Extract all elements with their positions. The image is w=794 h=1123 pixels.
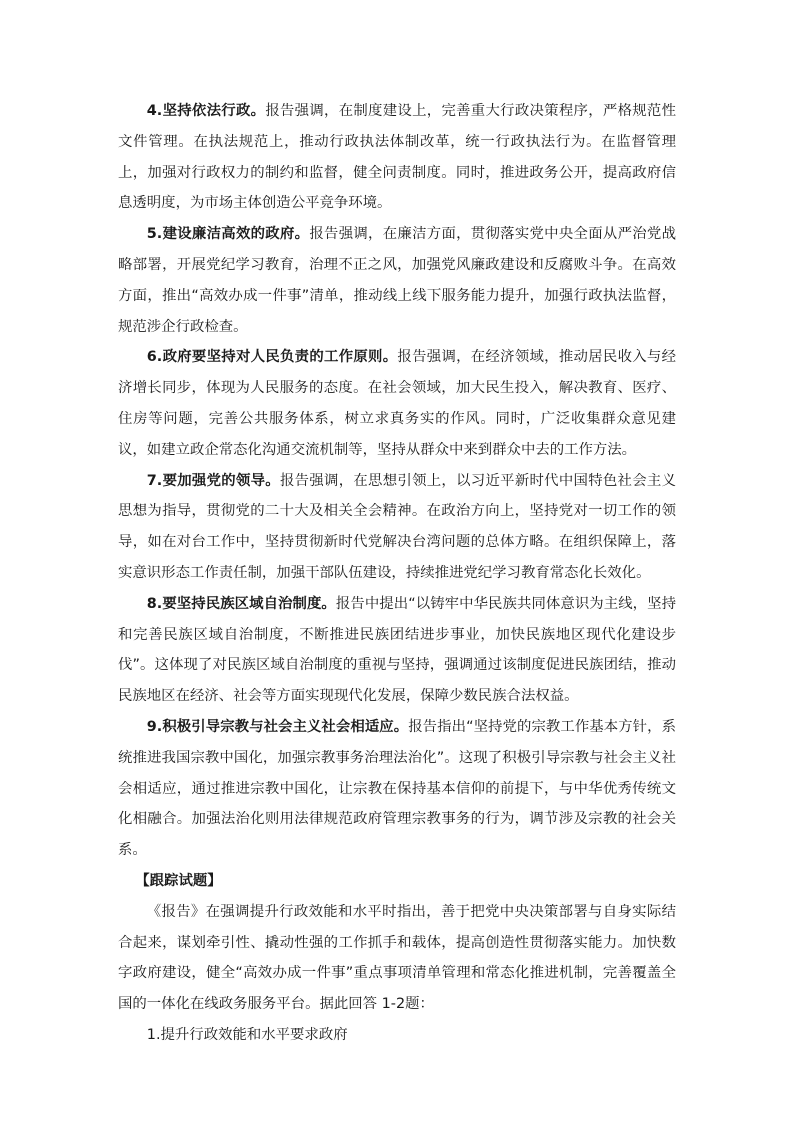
document-page [118, 96, 676, 1051]
paragraph-8 [118, 589, 676, 712]
paragraph-7-body: 报告强调，在思想引领上，以习近平新时代中国特色社会主义思想为指导，贯彻党的二十大及相关全会精神。在政治方向上，坚持党对一切工作的领导，如在对台工作中，坚持贯彻新时代党解决台湾问题的总体方略。在组织保障上，落实意识形态工作责任制，加强干部队伍建设，持续推进党纪学习教育常态化长效化。 [118, 472, 676, 581]
paragraph-4-lead: 4.坚持依法行政。 [146, 103, 266, 119]
paragraph-4-body: 报告强调，在制度建设上，完善重大行政决策程序，严格规范性文件管理。在执法规范上，推动行政执法体制改革，统一行政执法行为。在监督管理上，加强对行政权力的制约和监督，健全问责制度。同时，推进政务公开，提高政府信息透明度，为市场主体创造公平竞争环境。 [118, 103, 676, 212]
paragraph-6 [118, 342, 676, 465]
paragraph-5-lead: 5.建设廉洁高效的政府。 [146, 226, 310, 243]
section-heading: 【跟踪试题】 [135, 872, 222, 889]
paragraph-7-lead: 7.要加强党的领导。 [146, 472, 280, 489]
paragraph-5-body: 报告强调，在廉洁方面，贯彻落实党中央全面从严治党战略部署，开展党纪学习教育，治理不正之风，加强党风廉政建设和反腐败斗争。在高效方面，推出“高效办成一件事”清单，推动线上线下服务能力提升，加强行政执法监督，规范涉企行政检查。 [118, 226, 676, 335]
paragraph-9-body: 报告指出“坚持党的宗教工作基本方针，系统推进我国宗教中国化，加强宗教事务治理法治化”。这现了积极引导宗教与社会主义社会相适应，通过推进宗教中国化，让宗教在保持基本信仰的前提下，与中华优秀传统文化相融合。加强法治化则用法律规范政府管理宗教事务的行为，调节涉及宗教的社会关系。 [118, 718, 676, 859]
paragraph-6-lead: 6.政府要坚持对人民负责的工作原则。 [146, 349, 398, 366]
question-1: 1.提升行政效能和水平要求政府 [146, 1026, 348, 1043]
paragraph-9 [118, 712, 676, 866]
paragraph-4 [118, 96, 676, 219]
paragraph-5 [118, 219, 676, 342]
paragraph-7 [118, 466, 676, 589]
paragraph-6-body: 报告强调，在经济领域，推动居民收入与经济增长同步，体现为人民服务的态度。在社会领域，加大民生投入，解决教育、医疗、住房等问题，完善公共服务体系，树立求真务实的作风。同时，广泛收集群众意见建议，如建立政企常态化沟通交流机制等，坚持从群众中来到群众中去的工作方法。 [118, 349, 676, 458]
paragraph-9-lead: 9.积极引导宗教与社会主义社会相适应。 [146, 718, 409, 735]
paragraph-8-body: 报告中提出“以铸牢中华民族共同体意识为主线，坚持和完善民族区域自治制度，不断推进民族团结进步事业，加快民族地区现代化建设步伐”。这体现了对民族区域自治制度的重视与坚持，强调通过该制度促进民族团结，推动民族地区在经济、社会等方面实现现代化发展，保障少数民族合法权益。 [118, 595, 676, 705]
question-intro: 《报告》在强调提升行政效能和水平时指出，善于把党中央决策部署与自身实际结合起来，谋划牵引性、撬动性强的工作抓手和载体，提高创造性贯彻落实能力。加快数字政府建设，健全“高效办成一件事”重点事项清单管理和常态化推进机制，完善覆盖全国的一体化在线政务服务平台。据此回答 1-2题： [118, 903, 676, 1013]
paragraph-8-lead: 8.要坚持民族区域自治制度。 [146, 595, 336, 612]
